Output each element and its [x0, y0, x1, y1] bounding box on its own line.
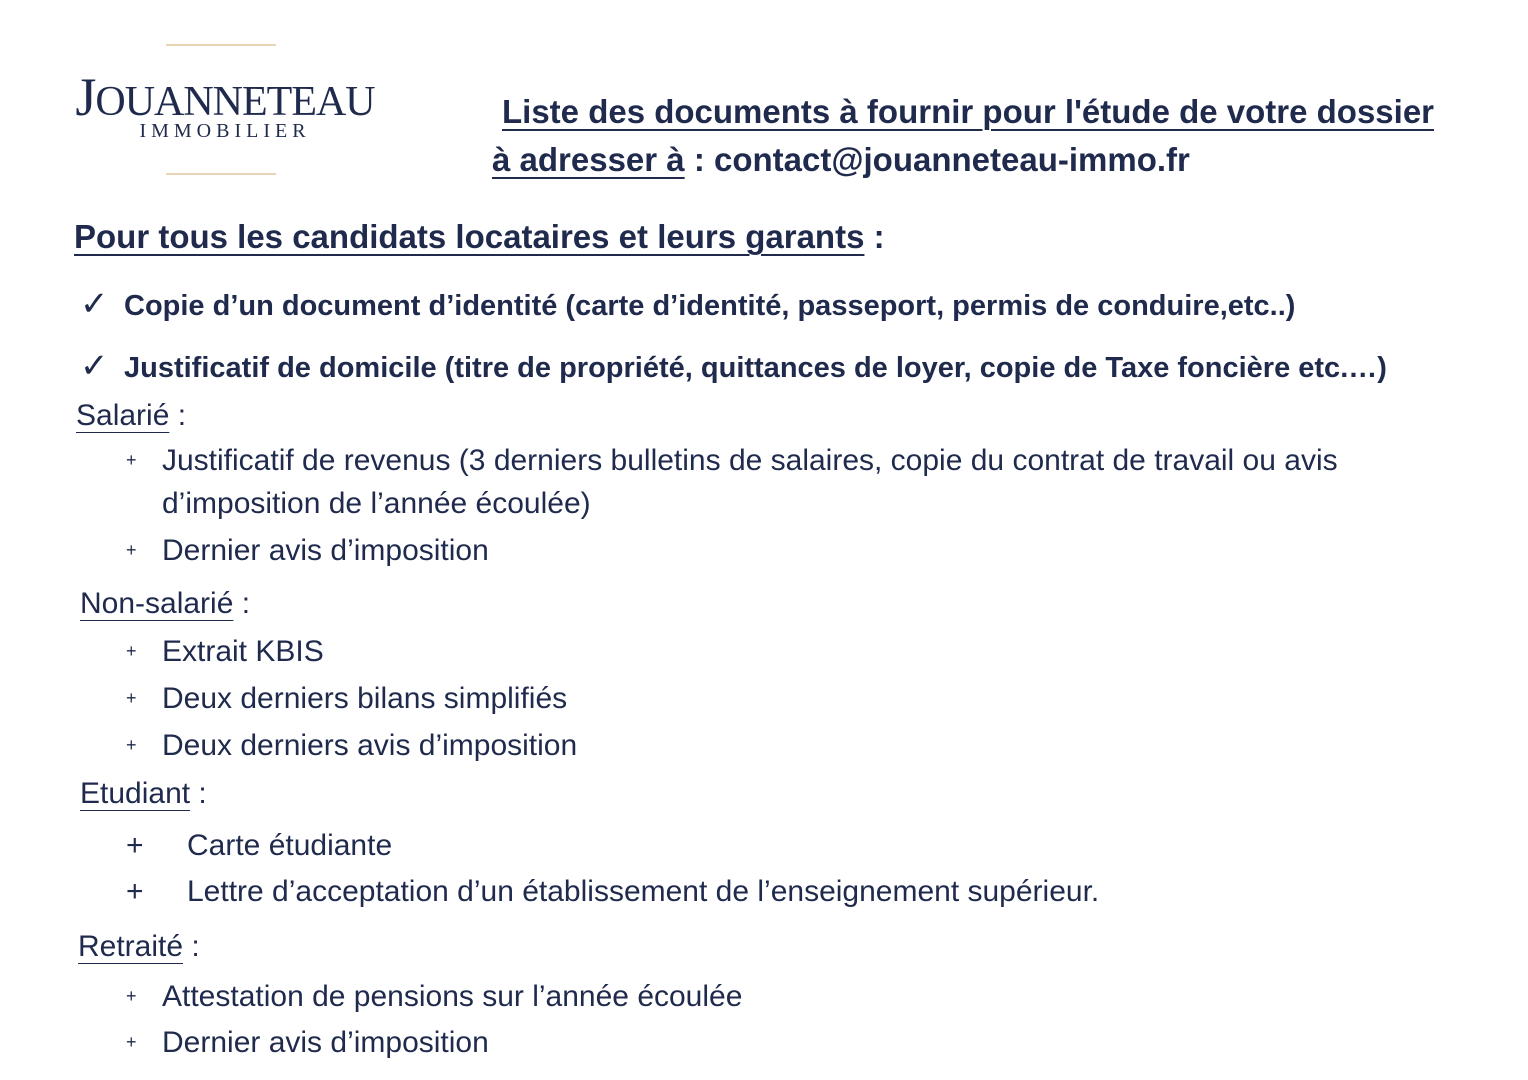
contact-email[interactable]: contact@jouanneteau-immo.fr: [713, 141, 1190, 178]
section-heading: [74, 218, 885, 256]
title-line-2-colon: :: [684, 141, 714, 178]
list-item-text: Dernier avis d’imposition: [162, 534, 489, 567]
plus-bullet-icon: +: [126, 641, 137, 661]
list-item: [126, 1021, 489, 1064]
plus-bullet-icon: +: [126, 986, 137, 1006]
company-logo: [40, 40, 410, 190]
checkmark-icon: ✓: [80, 347, 109, 385]
list-item: [126, 975, 742, 1018]
section-heading-colon: :: [864, 218, 885, 255]
category-colon: :: [183, 930, 200, 963]
title-line-1: Liste des documents à fournir pour l'étude de votre dossier: [502, 93, 1435, 130]
list-item: [126, 677, 567, 720]
list-item-text: Dernier avis d’imposition: [162, 1026, 489, 1059]
required-doc-text: Justificatif de domicile (titre de propriété, quittances de loyer, copie de Taxe foncière etc.…): [124, 352, 1387, 384]
category-etudiant: [80, 777, 207, 811]
category-label: Etudiant: [80, 777, 191, 810]
plus-bullet-icon: +: [126, 688, 137, 708]
logo-top-rule: [166, 44, 276, 46]
list-item: [126, 529, 489, 572]
logo-subtitle: IMMOBILIER: [139, 120, 311, 142]
title-line-2-label: à adresser à: [492, 141, 685, 178]
logo-initial: J: [75, 67, 96, 127]
list-item-text: Deux derniers bilans simplifiés: [162, 682, 568, 715]
plus-bullet-icon: +: [126, 829, 144, 862]
category-label: Retraité: [78, 930, 184, 963]
list-item-text: Extrait KBIS: [162, 635, 324, 668]
category-colon: :: [233, 587, 251, 620]
list-item: [126, 870, 1099, 913]
plus-bullet-icon: +: [126, 875, 144, 908]
category-retraite: [78, 930, 200, 964]
required-doc-text: Copie d’un document d’identité (carte d’identité, passeport, permis de conduire,etc..): [124, 290, 1296, 322]
list-item: [126, 724, 577, 767]
list-item: [126, 439, 1486, 525]
section-heading-label: Pour tous les candidats locataires et leurs garants: [74, 218, 865, 255]
category-non-salarie: [80, 587, 250, 621]
list-item-text: Justificatif de revenus (3 derniers bulletins de salaires, copie du contrat de travail ou avis d’imposition de l’année écoulée): [162, 444, 1338, 520]
required-doc-identity: [80, 284, 1295, 324]
category-label: Non-salarié: [80, 587, 234, 620]
category-salarie: [76, 399, 186, 433]
list-item-text: Lettre d’acceptation d’un établissement de l’enseignement supérieur.: [187, 875, 1100, 908]
logo-brand-name: [40, 67, 410, 127]
checkmark-icon: ✓: [80, 285, 109, 323]
plus-bullet-icon: +: [126, 735, 137, 755]
category-colon: :: [190, 777, 207, 810]
plus-bullet-icon: +: [126, 450, 137, 470]
list-item-text: Carte étudiante: [187, 829, 393, 862]
list-item: [126, 824, 392, 867]
category-colon: :: [169, 399, 187, 432]
plus-bullet-icon: +: [126, 1032, 137, 1052]
required-doc-domicile: [80, 346, 1387, 386]
logo-bottom-rule: [166, 173, 276, 175]
list-item-text: Deux derniers avis d’imposition: [162, 729, 578, 762]
category-label: Salarié: [76, 399, 170, 432]
document-title: [492, 88, 1502, 184]
plus-bullet-icon: +: [126, 540, 137, 560]
list-item-text: Attestation de pensions sur l’année écoulée: [162, 980, 743, 1013]
logo-name-rest: OUANNETEAU: [95, 79, 375, 125]
list-item: [126, 630, 324, 673]
